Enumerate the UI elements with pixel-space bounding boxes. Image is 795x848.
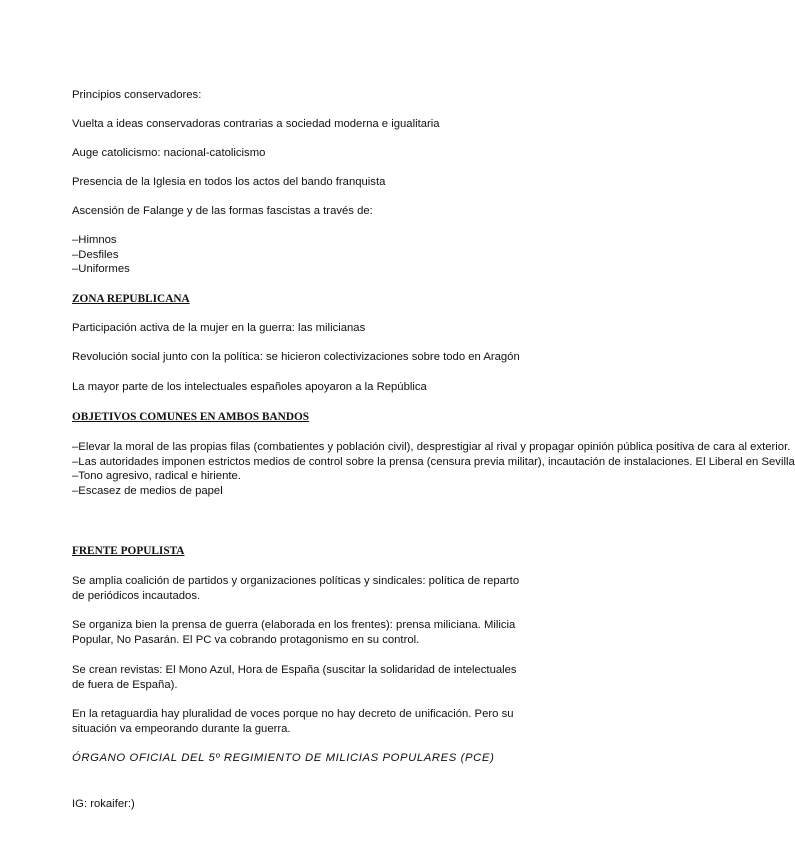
footer-handle: IG: rokaifer:) xyxy=(72,798,135,810)
list-item: –Elevar la moral de las propias filas (combatientes y población civil), desprestigiar al rival y propagar opinión pública positiva de cara al exterior. xyxy=(72,441,791,453)
principios-title: Principios conservadores: xyxy=(72,89,202,101)
line-participacion: Participación activa de la mujer en la guerra: las milicianas xyxy=(72,322,366,334)
fascist-forms-list xyxy=(72,233,130,277)
list-item: –Escasez de medios de papel xyxy=(72,484,223,497)
line-revolucion: Revolución social junto con la política: se hicieron colectivizaciones sobre todo en Aragón xyxy=(72,351,520,363)
paragraph-revistas: Se crean revistas: El Mono Azul, Hora de España (suscitar la solidaridad de intelectuales de fuera de España). xyxy=(72,664,517,691)
line-mayor: La mayor parte de los intelectuales españoles apoyaron a la República xyxy=(72,381,427,393)
section-heading-frente-populista: FRENTE POPULISTA xyxy=(72,545,185,557)
line-vuelta: Vuelta a ideas conservadoras contrarias a sociedad moderna e igualitaria xyxy=(72,118,440,130)
paragraph-retaguardia: En la retaguardia hay pluralidad de voces porque no hay decreto de unificación. Pero su situación va empeorando durante la guerra. xyxy=(72,708,514,735)
organo-oficial-caption: ÓRGANO OFICIAL DEL 5º REGIMIENTO DE MILICIAS POPULARES (PCE) xyxy=(72,752,495,764)
list-item: –Tono agresivo, radical e hiriente. xyxy=(72,470,241,482)
paragraph-prensa-guerra: Se organiza bien la prensa de guerra (elaborada en los frentes): prensa miliciana. Milicia Popular, No Pasarán. El PC va cobrando protagonismo en su control. xyxy=(72,619,516,646)
paragraph-coalicion: Se amplia coalición de partidos y organizaciones políticas y sindicales: política de reparto de periódicos incautados. xyxy=(72,575,520,602)
list-item: –Las autoridades imponen estrictos medios de control sobre la prensa (censura previa militar), incautación de instalaciones. El Liberal en Sevilla xyxy=(72,455,795,468)
section-heading-objetivos: OBJETIVOS COMUNES EN AMBOS BANDOS xyxy=(72,411,310,423)
section-heading-zona-republicana: ZONA REPUBLICANA xyxy=(72,293,190,305)
objetivos-list xyxy=(72,440,795,498)
line-presencia: Presencia de la Iglesia en todos los actos del bando franquista xyxy=(72,176,386,188)
line-auge: Auge catolicismo: nacional-catolicismo xyxy=(72,147,266,159)
list-item: –Uniformes xyxy=(72,263,130,275)
list-item: –Himnos xyxy=(72,234,117,246)
list-item: –Desfiles xyxy=(72,248,119,261)
line-ascension: Ascensión de Falange y de las formas fascistas a través de: xyxy=(72,205,373,217)
